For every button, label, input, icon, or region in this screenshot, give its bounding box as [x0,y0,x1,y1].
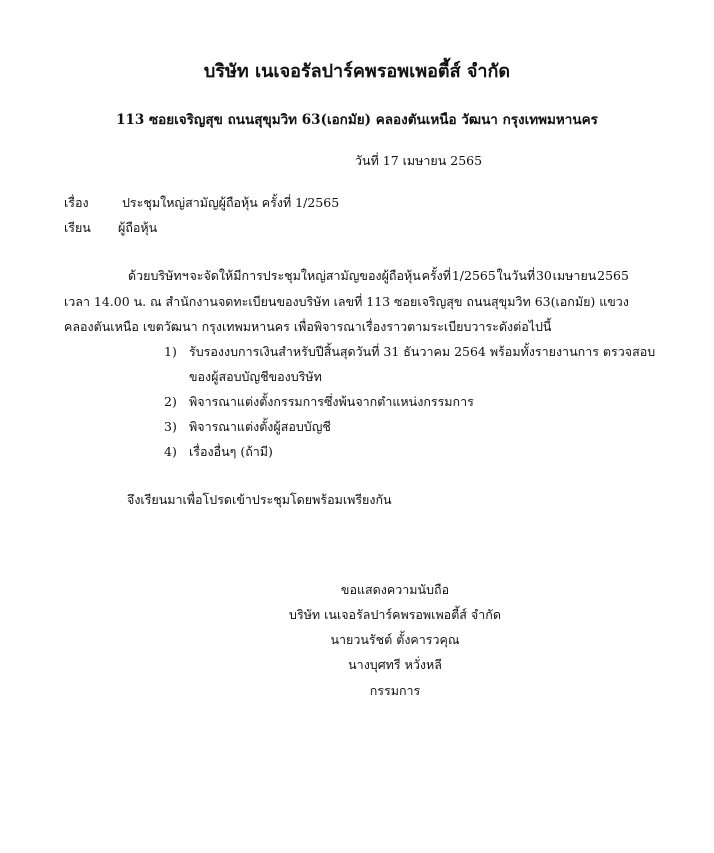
body-word: ณ [150,294,162,309]
body-word: 113 [366,294,391,309]
body-line-2 [64,294,629,310]
to-value: ผู้ถือหุ้น [118,220,158,235]
subject-value: ประชุมใหญ่สามัญผู้ถือหุ้น ครั้งที่ 1/2565 [122,195,340,210]
agenda-item-1: รับรองงบการเงินสำหรับปีสิ้นสุดวันที่ 31 ธันวาคม 2564 พร้อมทั้งรายงานการ ตรวจสอบ [189,344,656,359]
closing-line: จึงเรียนมาเพื่อโปรดเข้าประชุมโดยพร้อมเพรียงกัน [127,492,392,507]
agenda-item-3: พิจารณาแต่งตั้งผู้สอบบัญชี [189,419,331,434]
body-line-1 [128,268,629,284]
body-word: ครั้งที่ [421,268,452,283]
signature-regards: ขอแสดงความนับถือ [340,582,450,597]
body-word: แขวง [599,294,629,309]
agenda-num-1: 1) [164,344,177,359]
agenda-item-2: พิจารณาแต่งตั้งกรรมการซึ่งพ้นจากตำแหน่งกรรมการ [189,394,474,409]
signature-position: กรรมการ [369,683,421,698]
agenda-item-1-cont: ของผู้สอบบัญชีของบริษัท [189,369,322,384]
signature-person-1: นายวนรัชต์ ตั้งคารวคุณ [330,632,460,647]
body-word: 30 [535,268,552,283]
agenda-num-4: 4) [164,444,177,459]
body-word: 1/2565 [451,268,496,283]
body-word: สำนักงานจดทะเบียนของบริษัท [165,294,330,309]
body-word: จะจัดให้มีการประชุมใหญ่สามัญของผู้ถือหุ้น [189,268,421,283]
subject-label: เรื่อง [64,195,89,210]
body-word: 2565 [597,268,629,283]
body-word: 14.00 [93,294,130,309]
company-address: 113 ซอยเจริญสุข ถนนสุขุมวิท 63(เอกมัย) คลองตันเหนือ วัฒนา กรุงเทพมหานคร [116,112,598,128]
body-word: เมษายน [552,268,597,283]
body-word: ถนนสุขุมวิท 63(เอกมัย) [466,294,596,309]
company-title: บริษัท เนเจอรัลปาร์คพรอพเพอตี้ส์ จำกัด [203,61,511,82]
to-label: เรียน [64,220,91,235]
body-line-3: คลองตันเหนือ เขตวัฒนา กรุงเทพมหานคร เพื่อพิจารณาเรื่องราวตามระเบียบวาระดังต่อไปนี้ [64,319,552,334]
body-word: ซอยเจริญสุข [394,294,463,309]
body-word: ด้วยบริษัทฯ [128,268,189,283]
body-word: น. [133,294,147,309]
agenda-item-4: เรื่องอื่นๆ (ถ้ามี) [189,444,273,459]
signature-company: บริษัท เนเจอรัลปาร์คพรอพเพอตี้ส์ จำกัด [289,607,501,622]
agenda-num-2: 2) [164,394,177,409]
body-word: เลขที่ [333,294,363,309]
body-word: ในวันที่ [496,268,536,283]
agenda-num-3: 3) [164,419,177,434]
signature-person-2: นางบุศทรี หวั่งหลี [348,657,442,672]
letter-date: วันที่ 17 เมษายน 2565 [355,153,483,168]
body-word: เวลา [64,294,90,309]
